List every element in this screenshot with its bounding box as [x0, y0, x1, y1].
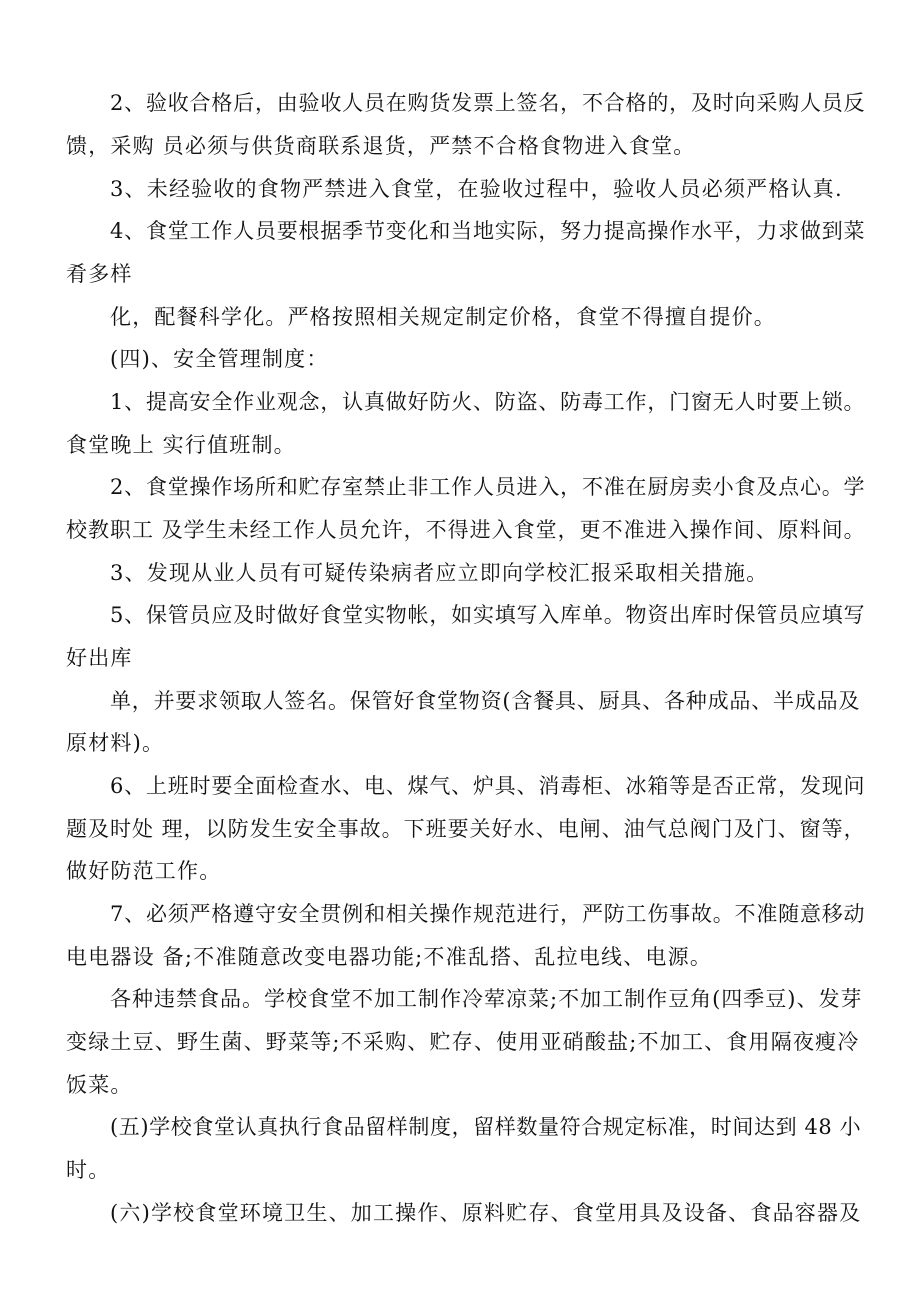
section-heading: (四)、安全管理制度：	[110, 347, 329, 371]
text-line: 食堂晚上 实行值班制。	[66, 433, 296, 457]
text-line: 1、提高安全作业观念，认真做好防火、防盗、防毒工作，门窗无人时要上锁。	[110, 390, 866, 414]
text-line: 各种违禁食品。学校食堂不加工制作冷荤凉菜;不加工制作豆角(四季豆)、发芽	[110, 987, 863, 1011]
text-line: 电电器设 备;不准随意改变电器功能;不准乱搭、乱拉电线、电源。	[66, 945, 713, 969]
text-line: 化，配餐科学化。严格按照相关规定制定价格，食堂不得擅自提价。	[110, 305, 776, 329]
text-line: 变绿土豆、野生菌、野菜等;不采购、贮存、使用亚硝酸盐;不加工、食用隔夜瘦冷	[66, 1030, 860, 1054]
text-line: 时。	[66, 1158, 111, 1182]
text-line: (五)学校食堂认真执行食品留样制度，留样数量符合规定标准，时间达到 48 小	[110, 1115, 862, 1139]
text-line: 肴多样	[66, 262, 133, 286]
text-line: 好出库	[66, 646, 133, 670]
text-line: (六)学校食堂环境卫生、加工操作、原料贮存、食堂用具及设备、食品容器及	[110, 1201, 862, 1225]
text-line: 做好防范工作。	[66, 859, 222, 883]
text-line: 2、食堂操作场所和贮存室禁止非工作人员进入，不准在厨房卖小食及点心。学	[110, 475, 866, 499]
text-line: 4、食堂工作人员要根据季节变化和当地实际，努力提高操作水平，力求做到菜	[110, 219, 866, 243]
text-line: 原材料)。	[66, 731, 165, 755]
text-line: 7、必须严格遵守安全贯例和相关操作规范进行，严防工伤事故。不准随意移动	[110, 902, 866, 926]
text-line: 题及时处 理，以防发生安全事故。下班要关好水、电闸、油气总阀门及门、窗等，	[66, 817, 866, 841]
text-line: 6、上班时要全面检查水、电、煤气、炉具、消毒柜、冰箱等是否正常，发现问	[110, 774, 866, 798]
text-line: 校教职工 及学生未经工作人员允许，不得进入食堂，更不准进入操作间、原料间。	[66, 518, 866, 542]
text-line: 2、验收合格后，由验收人员在购货发票上签名，不合格的，及时向采购人员反	[110, 91, 866, 115]
text-line: 5、保管员应及时做好食堂实物帐，如实填写入库单。物资出库时保管员应填写	[110, 603, 866, 627]
text-line: 3、未经验收的食物严禁进入食堂，在验收过程中，验收人员必须严格认真.	[110, 177, 843, 201]
text-line: 饭菜。	[66, 1073, 133, 1097]
text-line: 馈，采购 员必须与供货商联系退货，严禁不合格食物进入食堂。	[66, 134, 696, 158]
text-line: 3、发现从业人员有可疑传染病者应立即向学校汇报采取相关措施。	[110, 561, 769, 585]
text-line: 单，并要求领取人签名。保管好食堂物资(含餐具、厨具、各种成品、半成品及	[110, 689, 861, 713]
